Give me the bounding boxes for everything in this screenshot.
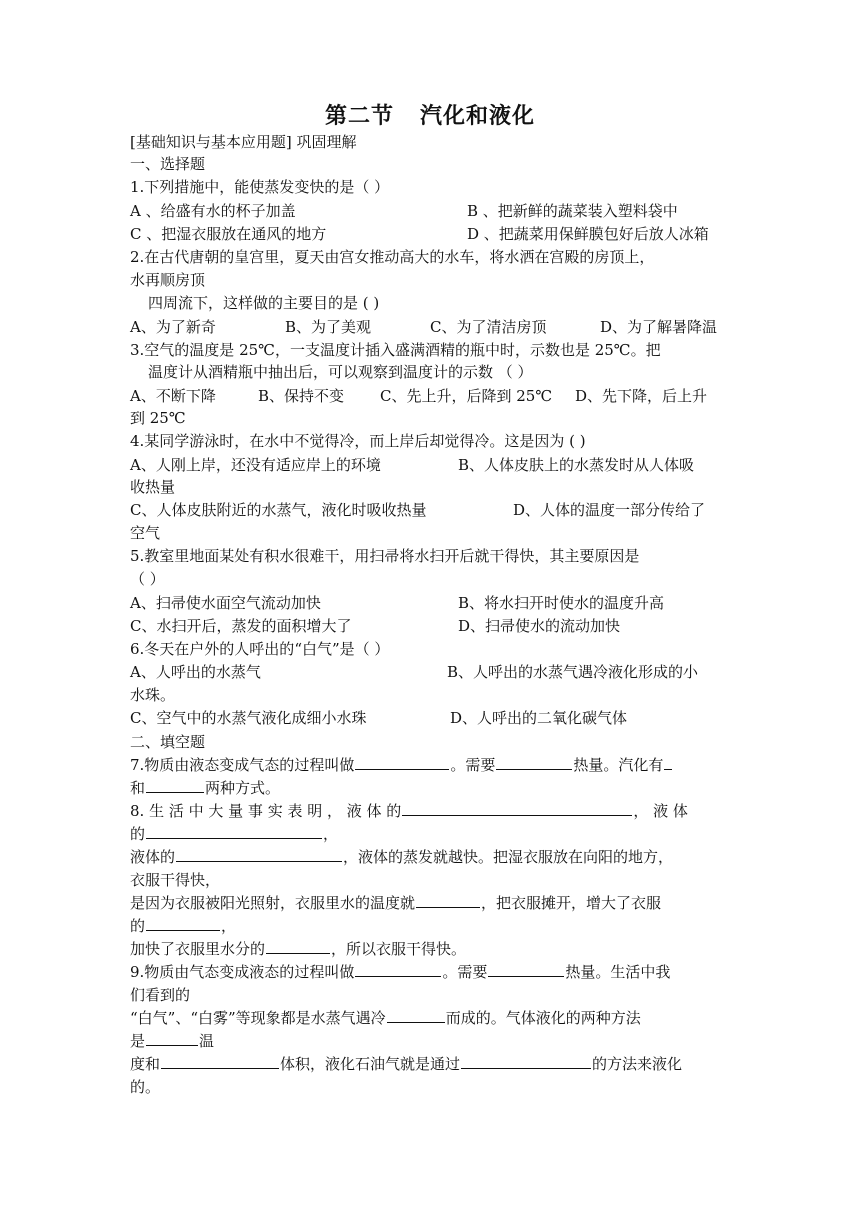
question-9-line-6: 的。 (130, 1078, 161, 1096)
q7-text-4: 和 (130, 779, 146, 797)
blank[interactable] (146, 824, 322, 839)
blank[interactable] (387, 1008, 445, 1023)
question-8-line-3 (130, 847, 730, 867)
blank[interactable] (161, 1054, 279, 1069)
option-4a: A、人刚上岸，还没有适应岸上的环境 (130, 456, 381, 474)
q9-text-2: 。需要 (442, 963, 488, 981)
section-choice-heading: 一、选择题 (130, 155, 206, 173)
q8-text-6: ，液体的蒸发就越快。把湿衣服放在向阳的地方， (343, 848, 674, 866)
question-9-line-1 (130, 962, 730, 982)
question-2-line-2: 水再顺房顶 (130, 271, 206, 289)
q9-text-6: 而成的。气体液化的两种方法 (445, 1009, 641, 1027)
blank[interactable] (266, 939, 330, 954)
question-5-line-1: 5.教室里地面某处有积水很难干，用扫帚将水扫开后就干得快，其主要原因是 (130, 547, 640, 565)
blank[interactable] (176, 847, 342, 862)
question-8-line-1 (130, 801, 730, 821)
blank[interactable] (402, 801, 632, 816)
question-5-line-2: （ ） (130, 570, 165, 588)
question-8-line-4: 衣服干得快， (130, 871, 221, 889)
option-6d: D、人呼出的二氧化碳气体 (450, 709, 628, 727)
q8-text-11: ， (221, 917, 237, 935)
option-4b-continued: 收热量 (130, 478, 176, 496)
question-9-line-2: 们看到的 (130, 986, 191, 1004)
question-1-stem: 1.下列措施中，能使蒸发变快的是（ ） (130, 178, 390, 196)
q7-text-2: 。需要 (450, 756, 496, 774)
question-6-stem: 6.冬天在户外的人呼出的“白气”是（ ） (130, 640, 390, 658)
q8-text-4: ， (323, 825, 339, 843)
q9-text-10: 体积，液化石油气就是通过 (280, 1055, 461, 1073)
question-8-line-7 (130, 939, 730, 959)
option-3d: D、先下降，后上升 (575, 387, 708, 405)
option-5c: C、水扫开后，蒸发的面积增大了 (130, 617, 352, 635)
option-3b: B、保持不变 (258, 387, 345, 405)
question-3-line-1: 3.空气的温度是 25℃，一支温度计插入盛满酒精的瓶中时，示数也是 25℃。把 (130, 341, 661, 359)
q7-text-1: 7.物质由液态变成气态的过程叫做 (130, 756, 355, 774)
option-6c: C、空气中的水蒸气液化成细小水珠 (130, 709, 367, 727)
q8-text-5: 液体的 (130, 848, 176, 866)
question-2-line-1: 2.在古代唐朝的皇宫里，夏天由宫女推动高大的水车，将水洒在宫殿的房顶上， (130, 248, 655, 266)
option-3d-continued: 到 25℃ (130, 409, 186, 427)
q9-text-5: “白气”、“白雾”等现象都是水蒸气遇冷 (130, 1009, 386, 1027)
question-7-line-1 (130, 755, 730, 775)
option-4c: C、人体皮肤附近的水蒸气，液化时吸收热量 (130, 501, 427, 519)
option-6a: A、人呼出的水蒸气 (130, 663, 261, 681)
question-9-line-5 (130, 1054, 730, 1074)
blank[interactable] (355, 755, 449, 770)
question-9-line-3 (130, 1008, 730, 1028)
q7-text-5: 两种方式。 (205, 779, 281, 797)
option-3c: C、先上升，后降到 25℃ (380, 387, 553, 405)
question-7-line-2 (130, 778, 730, 798)
option-5b: B、将水扫开时使水的温度升高 (458, 594, 665, 612)
blank[interactable] (146, 1031, 198, 1046)
option-2d: D、为了解暑降温 (600, 318, 718, 336)
option-1d: D 、把蔬菜用保鲜膜包好后放人冰箱 (467, 225, 709, 243)
blank[interactable] (496, 755, 572, 770)
option-2a: A、为了新奇 (130, 318, 216, 336)
option-4d-continued: 空气 (130, 524, 161, 542)
blank[interactable] (488, 962, 564, 977)
question-8-line-5 (130, 893, 730, 913)
q8-text-13: ，所以衣服干得快。 (331, 940, 467, 958)
option-2b: B、为了美观 (285, 318, 372, 336)
question-3-line-2: 温度计从酒精瓶中抽出后，可以观察到温度计的示数 （ ） (148, 363, 533, 381)
page-title: 第二节 汽化和液化 (325, 103, 535, 129)
q9-text-11: 的方法来液化 (592, 1055, 683, 1073)
q7-text-3: 热量。汽化有 (573, 756, 664, 774)
question-9-line-4 (130, 1031, 730, 1051)
q8-text-1: 8. 生 活 中 大 量 事 实 表 明 ， 液 体 的 (130, 802, 402, 820)
q8-text-8: 是因为衣服被阳光照射，衣服里水的温度就 (130, 894, 416, 912)
option-1c: C 、把湿衣服放在通风的地方 (130, 225, 327, 243)
question-8-line-2 (130, 824, 730, 844)
option-3a: A、不断下降 (130, 387, 216, 405)
blank[interactable] (355, 962, 441, 977)
option-1b: B 、把新鲜的蔬菜装入塑料袋中 (467, 202, 678, 220)
option-1a: A 、给盛有水的杯子加盖 (130, 202, 296, 220)
option-6b-continued: 水珠。 (130, 686, 176, 704)
q9-text-9: 度和 (130, 1055, 161, 1073)
question-8-line-6 (130, 916, 730, 936)
option-4b: B、人体皮肤上的水蒸发时从人体吸 (458, 456, 695, 474)
option-4d: D、人体的温度一部分传给了 (513, 501, 706, 519)
q8-text-10: 的 (130, 917, 146, 935)
blank[interactable] (146, 778, 204, 793)
question-4-stem: 4.某同学游泳时，在水中不觉得冷，而上岸后却觉得冷。这是因为 ( ) (130, 432, 586, 450)
blank[interactable] (461, 1054, 591, 1069)
q9-text-1: 9.物质由气态变成液态的过程叫做 (130, 963, 355, 981)
q8-text-2: ， 液 体 (633, 802, 688, 820)
option-5a: A、扫帚使水面空气流动加快 (130, 594, 321, 612)
option-5d: D、扫帚使水的流动加快 (458, 617, 621, 635)
q9-text-3: 热量。生活中我 (565, 963, 671, 981)
blank[interactable] (146, 916, 220, 931)
question-2-line-3: 四周流下，这样做的主要目的是 ( ) (148, 294, 380, 312)
q9-text-7: 是 (130, 1032, 146, 1050)
q8-text-3: 的 (130, 825, 146, 843)
q8-text-12: 加快了衣服里水分的 (130, 940, 266, 958)
q9-text-8: 温 (199, 1032, 215, 1050)
option-6b: B、人呼出的水蒸气遇冷液化形成的小 (447, 663, 699, 681)
option-2c: C、为了清洁房顶 (430, 318, 547, 336)
blank[interactable] (664, 755, 672, 770)
blank[interactable] (416, 893, 480, 908)
section-header: [基础知识与基本应用题] 巩固理解 (130, 133, 357, 151)
section-fill-heading: 二、填空题 (130, 733, 206, 751)
q8-text-9: ，把衣服摊开，增大了衣服 (481, 894, 662, 912)
